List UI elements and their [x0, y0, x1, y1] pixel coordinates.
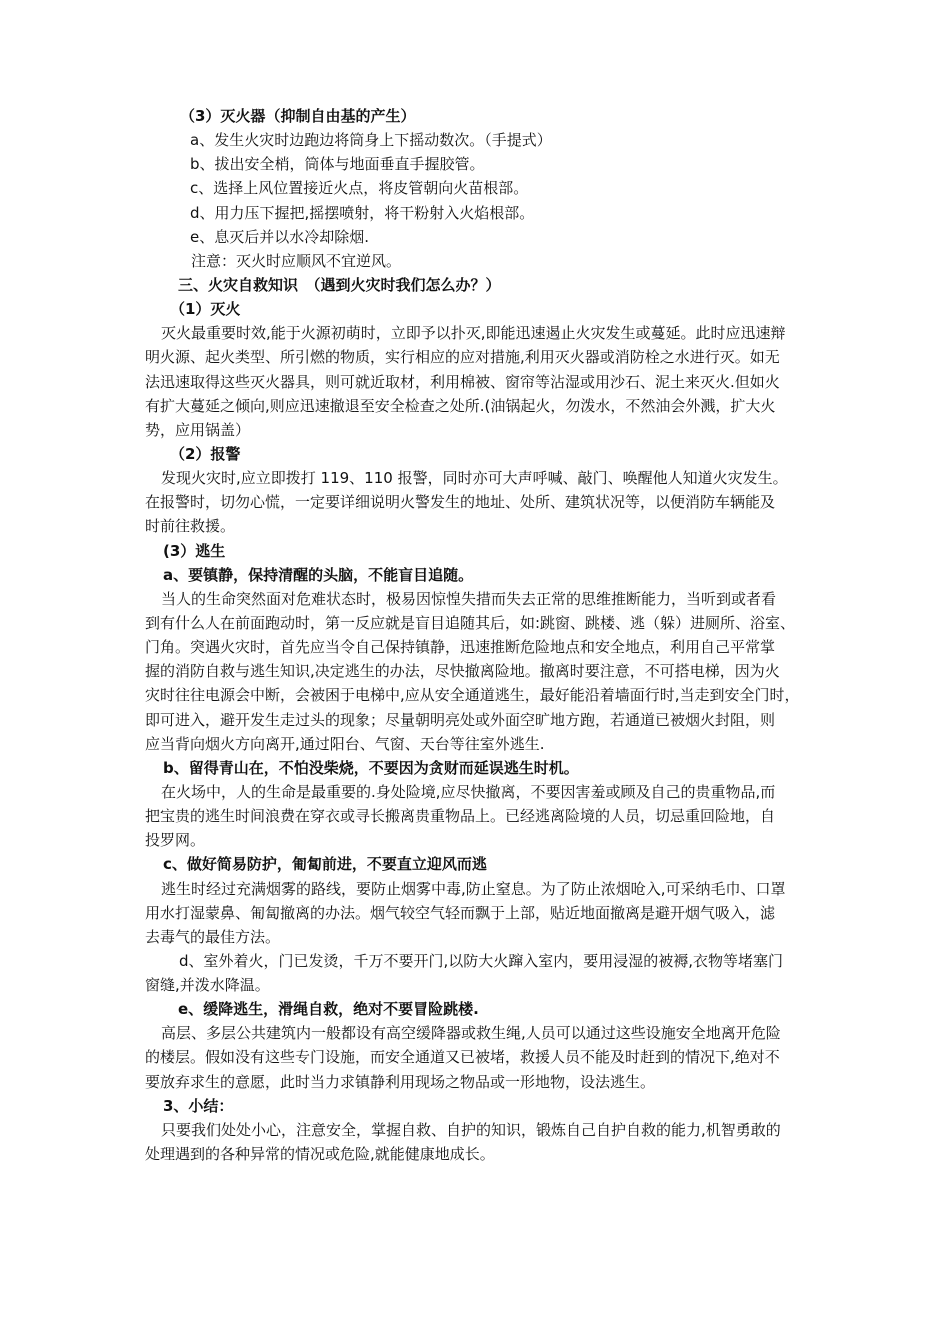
document-body [145, 104, 867, 1166]
section-heading: （2）报警 [170, 444, 241, 463]
text-line: 在报警时，切勿心慌，一定要详细说明火警发生的地址、处所、建筑状况等，以便消防车辆能及 [145, 493, 776, 512]
text-line: e、息灭后并以水冷却除烟. [190, 227, 369, 246]
text-line: 注意：灭火时应顺风不宜逆风。 [191, 251, 402, 270]
text-line: 逃生时经过充满烟雾的路线，要防止烟雾中毒,防止窒息。为了防止浓烟呛入,可采纳毛巾、口罩 [161, 879, 786, 898]
text-line: 灭火最重要时效,能于火源初萌时，立即予以扑灭,即能迅速遏止火灾发生或蔓延。此时应迅速辩 [161, 324, 786, 343]
text-line: 在火场中，人的生命是最重要的.身处险境,应尽快撤离，不要因害羞或顾及自己的贵重物品,而 [161, 782, 776, 801]
text-line: 到有什么人在前面跑动时，第一反应就是盲目追随其后，如:跳窗、跳楼、逃（躲）进厕所、浴室、 [145, 613, 796, 632]
text-line: 窗缝,并泼水降温。 [145, 976, 270, 995]
text-line: 把宝贵的逃生时间浪费在穿衣或寻长搬离贵重物品上。已经逃离险境的人员，切忌重回险地，自 [145, 807, 776, 826]
section-heading: a、要镇静，保持清醒的头脑，不能盲目追随。 [163, 565, 474, 584]
text-line: 明火源、起火类型、所引燃的物质，实行相应的应对措施,利用灭火器或消防栓之水进行灭。如无 [145, 348, 780, 367]
section-heading: 三、火灾自救知识 （遇到火灾时我们怎么办？） [178, 275, 501, 294]
text-line: 投罗网。 [145, 831, 206, 850]
text-line: 时前往救援。 [145, 517, 236, 536]
text-line: 应当背向烟火方向离开,通过阳台、气窗、天台等往室外逃生. [145, 734, 545, 753]
text-line: 去毒气的最佳方法。 [145, 927, 281, 946]
text-line: 处理遇到的各种异常的情况或危险,就能健康地成长。 [145, 1145, 495, 1164]
section-heading: （1）灭火 [170, 300, 241, 319]
text-line: 发现火灾时,应立即拨打 119、110 报警，同时亦可大声呼喊、敲门、唤醒他人知道火灾发生。 [161, 469, 788, 488]
text-line: 有扩大蔓延之倾向,则应迅速撤退至安全检查之处所.(油锅起火，勿泼水，不然油会外溅，扩大火 [145, 396, 776, 415]
text-line: d、室外着火，门已发烫，千万不要开门,以防大火蹿入室内，要用浸湿的被褥,衣物等堵塞门 [179, 951, 784, 970]
text-line: c、选择上风位置接近火点，将皮管朝向火苗根部。 [190, 179, 529, 198]
section-heading: e、缓降逃生，滑绳自救，绝对不要冒险跳楼. [178, 1000, 479, 1019]
text-line: 要放弃求生的意愿，此时当力求镇静利用现场之物品或一形地物，设法逃生。 [145, 1072, 656, 1091]
text-line: 门角。突遇火灾时，首先应当令自己保持镇静，迅速推断危险地点和安全地点，利用自己平常掌 [145, 638, 776, 657]
text-line: 的楼层。假如没有这些专门设施，而安全通道又已被堵，救援人员不能及时赶到的情况下,绝对不 [145, 1048, 780, 1067]
section-heading: 3、小结： [163, 1096, 234, 1115]
text-line: 高层、多层公共建筑内一般都设有高空缓降器或救生绳,人员可以通过这些设施安全地离开危险 [161, 1024, 781, 1043]
text-line: a、发生火灾时边跑边将筒身上下摇动数次。（手提式） [190, 131, 552, 150]
section-heading: （3）灭火器（抑制自由基的产生） [180, 107, 416, 125]
text-line: 势，应用锅盖） [145, 420, 251, 439]
section-heading: (3）逃生 [163, 541, 226, 560]
text-line: 握的消防自救与逃生知识,决定逃生的办法，尽快撤离险地。撤离时要注意，不可搭电梯，因为火 [145, 662, 780, 681]
text-line: 即可进入，避开发生走过头的现象；尽量朝明亮处或外面空旷地方跑，若通道已被烟火封阻，则 [145, 710, 776, 729]
text-line: 灾时往往电源会中断，会被困于电梯中,应从安全通道逃生，最好能沿着墙面行时,当走到安全门时， [145, 686, 800, 705]
text-line: 当人的生命突然面对危难状态时，极易因惊惶失措而失去正常的思维推断能力，当听到或者看 [161, 589, 777, 608]
text-line: 只要我们处处小心，注意安全，掌握自救、自护的知识，锻炼自己自护自救的能力,机智勇敢的 [161, 1120, 781, 1139]
text-line: b、拔出安全梢，筒体与地面垂直手握胶管。 [190, 155, 485, 174]
text-line: 法迅速取得这些灭火器具，则可就近取材，利用棉被、窗帘等沾湿或用沙石、泥土来灭火.但如火 [145, 372, 780, 391]
section-heading: b、留得青山在，不怕没柴烧，不要因为贪财而延误逃生时机。 [163, 758, 579, 777]
text-line: 用水打湿蒙鼻、匍匐撤离的办法。烟气较空气轻而飘于上部，贴近地面撤离是避开烟气吸入，滤 [145, 903, 776, 922]
section-heading: c、做好简易防护，匍匐前进，不要直立迎风而逃 [163, 855, 487, 874]
text-line: d、用力压下握把,摇摆喷射，将干粉射入火焰根部。 [190, 203, 535, 222]
